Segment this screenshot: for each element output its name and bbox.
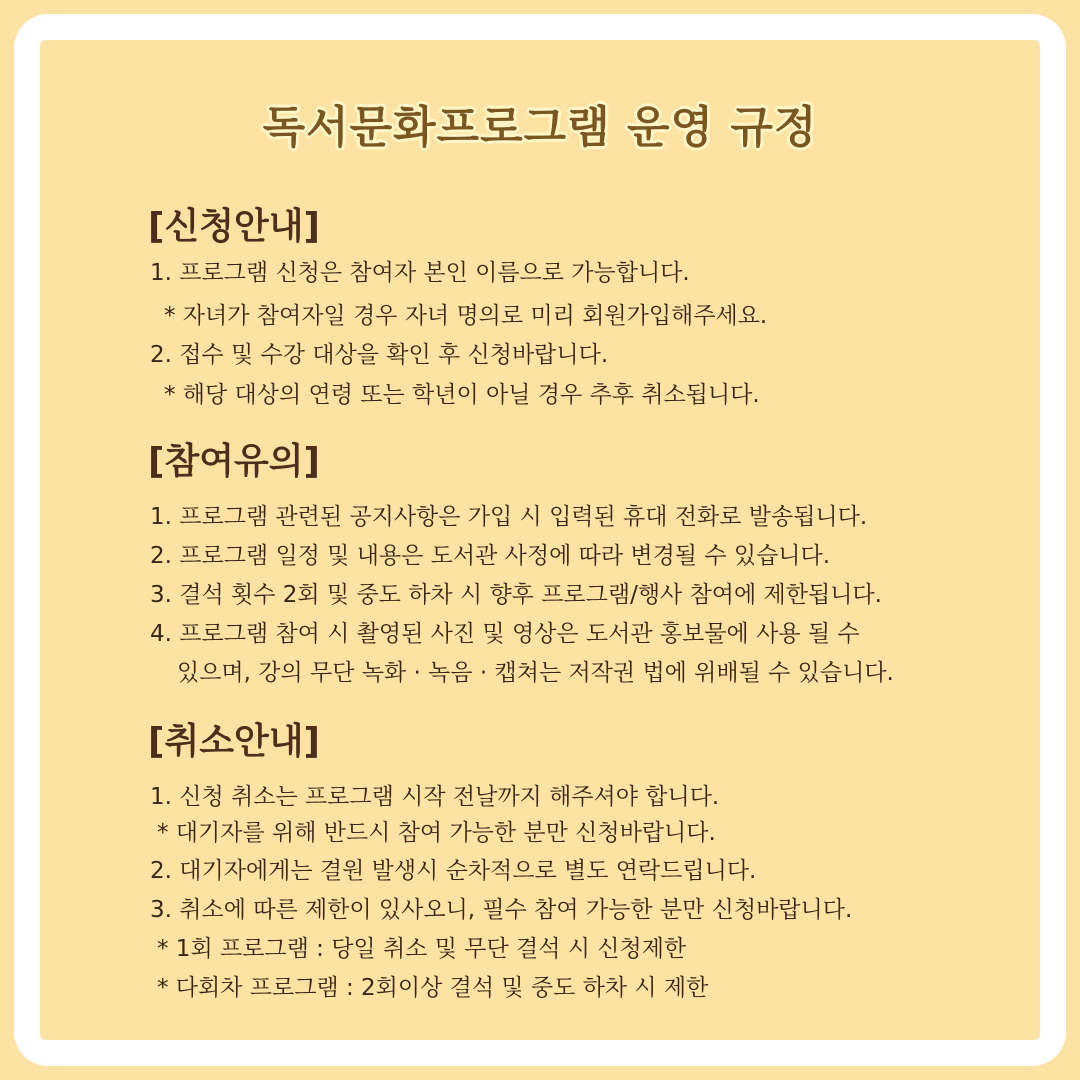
section-heading-application: [신청안내] [148,206,321,247]
cancellation-rule-2: 2. 대기자에게는 결원 발생시 순차적으로 별도 연락드립니다. [150,858,757,884]
participation-rule-4: 4. 프로그램 참여 시 촬영된 사진 및 영상은 도서관 홍보물에 사용 될 수 [150,621,860,647]
application-rule-1: 1. 프로그램 신청은 참여자 본인 이름으로 가능합니다. [150,260,690,286]
participation-rule-1: 1. 프로그램 관련된 공지사항은 가입 시 입력된 휴대 전화로 발송됩니다. [150,504,868,530]
section-heading-cancellation: [취소안내] [148,721,321,762]
cancellation-rule-3: 3. 취소에 따른 제한이 있사오니, 필수 참여 가능한 분만 신청바랍니다. [150,897,853,923]
application-note-1: * 자녀가 참여자일 경우 자녀 명의로 미리 회원가입해주세요. [164,303,768,329]
page-title: 독서문화프로그램 운영 규정 [262,102,818,153]
participation-rule-3: 3. 결석 횟수 2회 및 중도 하차 시 향후 프로그램/행사 참여에 제한됩니다. [150,582,882,608]
cancellation-note-3: * 다회차 프로그램 : 2회이상 결석 및 중도 하차 시 제한 [157,975,709,1001]
participation-rule-2: 2. 프로그램 일정 및 내용은 도서관 사정에 따라 변경될 수 있습니다. [150,543,831,569]
application-note-2: * 해당 대상의 연령 또는 학년이 아닐 경우 추후 취소됩니다. [164,382,760,408]
cancellation-note-2: * 1회 프로그램 : 당일 취소 및 무단 결석 시 신청제한 [157,936,687,962]
participation-rule-4-continued: 있으며, 강의 무단 녹화 · 녹음 · 캡쳐는 저작권 법에 위배될 수 있습니다. [177,660,894,686]
application-rule-2: 2. 접수 및 수강 대상을 확인 후 신청바랍니다. [150,342,609,368]
cancellation-note-1: * 대기자를 위해 반드시 참여 가능한 분만 신청바랍니다. [157,820,716,846]
cancellation-rule-1: 1. 신청 취소는 프로그램 시작 전날까지 해주셔야 합니다. [150,784,720,810]
section-heading-participation: [참여유의] [148,441,321,482]
content-panel [40,40,1040,1040]
